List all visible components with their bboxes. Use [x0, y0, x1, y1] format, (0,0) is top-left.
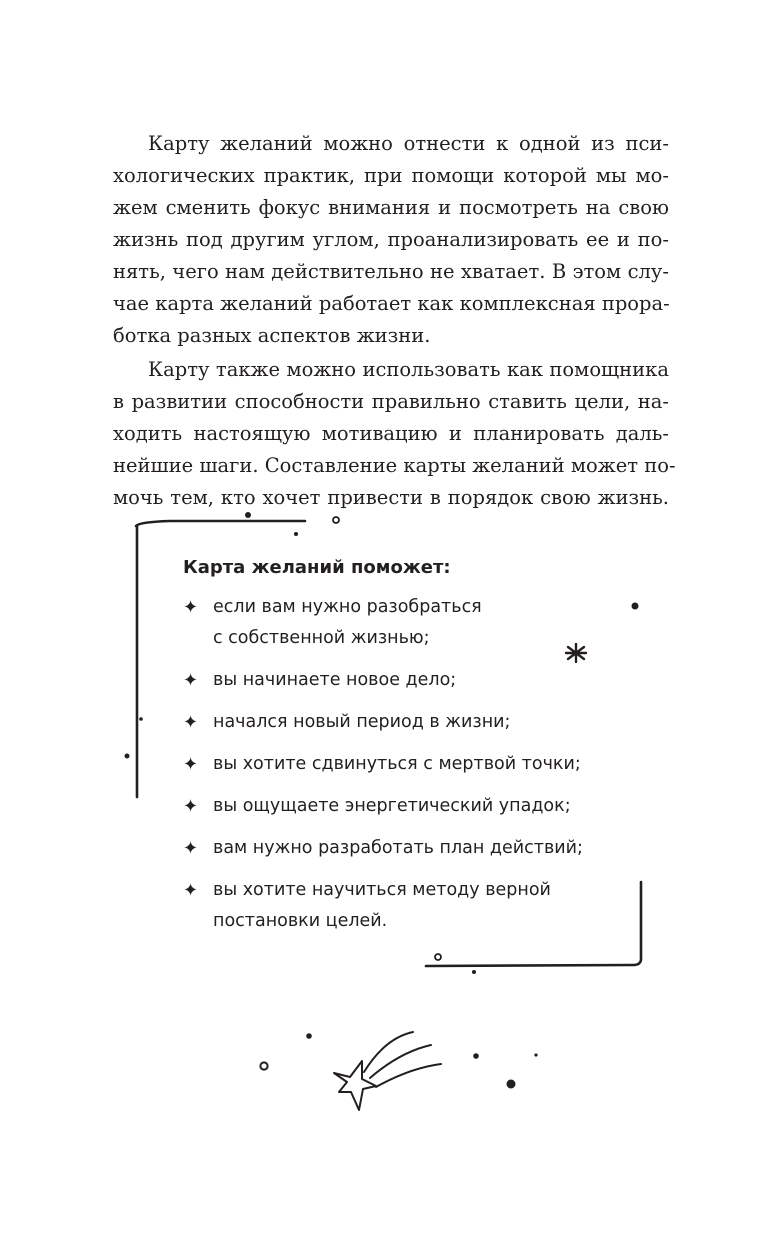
text-line: в развитии способности правильно ставить цели, на- [113, 390, 669, 413]
list-item [183, 875, 623, 937]
star-bullet-icon: ✦ [183, 754, 199, 775]
shooting-star-icon [334, 1032, 441, 1110]
list-item [183, 592, 623, 654]
text-line: жем сменить фокус внимания и посмотреть на свою [113, 196, 669, 219]
wish-map-benefits-box [183, 552, 623, 948]
star-bullet-icon: ✦ [183, 597, 199, 618]
text-line: ботка разных аспектов жизни. [113, 324, 431, 347]
item-text: вы ощущаете энергетический упадок; [213, 796, 571, 816]
star-bullet-icon: ✦ [183, 670, 199, 691]
star-bullet-icon: ✦ [183, 880, 199, 901]
item-text: начался новый период в жизни; [213, 712, 511, 732]
list-item [183, 707, 623, 738]
text-line: нять, чего нам действительно не хватает. В этом слу- [113, 260, 669, 283]
item-text: вы начинаете новое дело; [213, 670, 457, 690]
text-line: мочь тем, кто хочет привести в порядок свою жизнь. [113, 486, 669, 509]
item-text: вам нужно разработать план действий; [213, 838, 583, 858]
star-bullet-icon: ✦ [183, 838, 199, 859]
text-line: Карту желаний можно отнести к одной из пси- [148, 132, 669, 155]
text-line: чае карта желаний работает как комплексная прора- [113, 292, 670, 315]
item-text: вы хотите сдвинуться с мертвой точки; [213, 754, 581, 774]
star-bullet-icon: ✦ [183, 712, 199, 733]
box-heading: Карта желаний поможет: [183, 557, 451, 578]
star-bullet-icon: ✦ [183, 796, 199, 817]
item-text: с собственной жизнью; [213, 628, 430, 648]
text-line: Карту также можно использовать как помощника [148, 358, 669, 381]
text-line: нейшие шаги. Составление карты желаний может по- [113, 454, 676, 477]
list-item [183, 749, 623, 780]
list-item [183, 833, 623, 864]
text-line: ходить настоящую мотивацию и планировать даль- [113, 422, 669, 445]
list-item [183, 791, 623, 822]
item-text: постановки целей. [213, 911, 388, 931]
text-line: жизнь под другим углом, проанализировать ее и по- [113, 228, 669, 251]
text-line: хологических практик, при помощи которой мы мо- [113, 164, 669, 187]
list-item [183, 665, 623, 696]
item-text: вы хотите научиться методу верной [213, 880, 551, 900]
item-text: если вам нужно разобраться [213, 597, 482, 617]
